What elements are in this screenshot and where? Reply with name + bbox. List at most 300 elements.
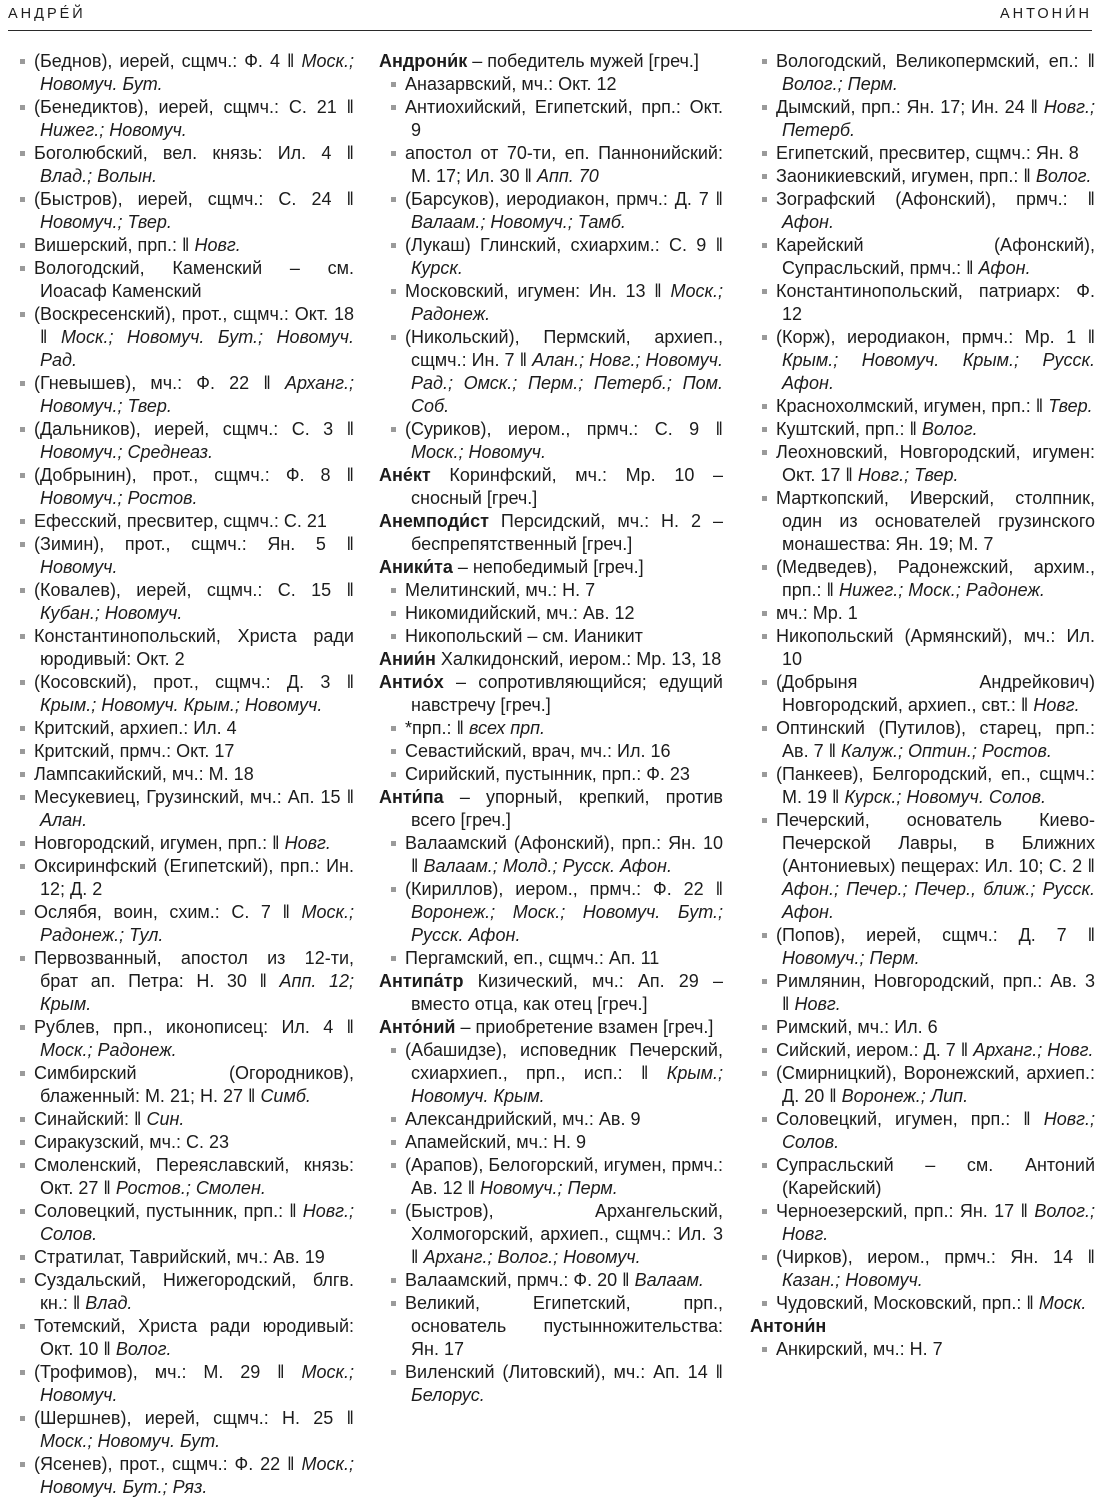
- entry-text: Супрасльский – см. Антоний (Карейский): [776, 1155, 1095, 1198]
- entry: [750, 326, 1095, 395]
- entry-reference: Моск.; Радонеж.: [411, 281, 723, 324]
- bullet-icon: [762, 151, 767, 156]
- entry: [750, 418, 1095, 441]
- entry-reference: Новг.: [284, 833, 331, 853]
- bullet-icon: [391, 1370, 396, 1375]
- entry: [8, 1315, 354, 1361]
- entry: [8, 1269, 354, 1315]
- entry-reference: Курск.: [411, 258, 463, 278]
- headword-entry: [379, 510, 723, 556]
- bullet-icon: [20, 772, 25, 777]
- entry: [8, 1108, 354, 1131]
- entry-text: (Зимин), прот., сщмч.: Ян. 5 ‖: [34, 534, 354, 554]
- entry: [750, 1016, 1095, 1039]
- entry: [8, 947, 354, 1016]
- bullet-icon: [20, 749, 25, 754]
- entry-text: Виленский (Литовский), мч.: Ап. 14 ‖: [405, 1362, 723, 1382]
- entry-text: Вишерский, прп.: ‖: [34, 235, 190, 255]
- entry-reference: Волог.: [115, 1339, 172, 1359]
- entry-reference: Нижег.; Новомуч.: [40, 120, 187, 140]
- entry: [8, 671, 354, 717]
- entry-text: (Смирницкий), Воронежский, архиеп.: Д. 20 ‖: [776, 1063, 1095, 1106]
- entry: [8, 1131, 354, 1154]
- bullet-icon: [762, 1071, 767, 1076]
- entry-text: (Чирков), иером., прмч.: Ян. 14 ‖: [776, 1247, 1095, 1267]
- column-3: [750, 50, 1095, 1361]
- entry: [379, 418, 723, 464]
- headword-entry: [379, 1016, 723, 1039]
- bullet-icon: [20, 266, 25, 271]
- bullet-icon: [391, 1209, 396, 1214]
- entry-reference: Новомуч.; Ростов.: [40, 488, 198, 508]
- bullet-icon: [20, 105, 25, 110]
- entry: [8, 464, 354, 510]
- bullet-icon: [762, 979, 767, 984]
- headword-entry: [379, 671, 723, 717]
- headword-entry: [379, 50, 723, 73]
- entry-text: (Дальников), иерей, сщмч.: С. 3 ‖: [34, 419, 354, 439]
- entry: [750, 717, 1095, 763]
- entry-reference: Влад.; Волын.: [40, 166, 158, 186]
- entry-text: Карейский (Афонский), Супрасльский, прмч.: ‖: [776, 235, 1095, 278]
- entry-text: Синайский: ‖: [34, 1109, 142, 1129]
- bullet-icon: [391, 105, 396, 110]
- entry: [8, 303, 354, 372]
- entry-text: Дымский, прп.: Ян. 17; Ин. 24 ‖: [776, 97, 1038, 117]
- bullet-icon: [762, 1301, 767, 1306]
- entry: [8, 1154, 354, 1200]
- entry-reference: Симб.: [260, 1086, 311, 1106]
- entry-text: Симбирский (Огородников), блаженный: М. 21; Н. 27 ‖: [34, 1063, 354, 1106]
- entry: [379, 1292, 723, 1361]
- entry-text: (Попов), иерей, сщмч.: Д. 7 ‖: [776, 925, 1095, 945]
- bullet-icon: [391, 1140, 396, 1145]
- entry-text: (Быстров), Архангельский, Холмогорский, архиеп., сщмч.: Ил. 3 ‖: [405, 1201, 723, 1267]
- entry: [750, 1062, 1095, 1108]
- entry: [379, 740, 723, 763]
- bullet-icon: [20, 1278, 25, 1283]
- bullet-icon: [20, 542, 25, 547]
- entry: [750, 96, 1095, 142]
- headword-gloss: – непобедимый [греч.]: [452, 557, 644, 577]
- bullet-icon: [391, 956, 396, 961]
- entry-text: Сийский, иером.: Д. 7 ‖: [776, 1040, 969, 1060]
- bullet-icon: [762, 289, 767, 294]
- entry-reference: Новг.: [194, 235, 241, 255]
- entry-reference: Алан.: [40, 810, 88, 830]
- entry: [750, 625, 1095, 671]
- entry-text: Смоленский, Переяславский, князь: Окт. 27 ‖: [34, 1155, 354, 1198]
- entry: [750, 924, 1095, 970]
- entry: [379, 1131, 723, 1154]
- bullet-icon: [20, 634, 25, 639]
- bullet-icon: [762, 1347, 767, 1352]
- entry: [8, 1453, 354, 1499]
- bullet-icon: [20, 473, 25, 478]
- entry-text: (Суриков), иером., прмч.: С. 9 ‖: [405, 419, 723, 439]
- entry-text: Новгородский, игумен, прп.: ‖: [34, 833, 280, 853]
- entry: [750, 234, 1095, 280]
- entry-reference: Алан.; Новг.; Новомуч. Рад.; Омск.; Перм.; Петерб.; Пом. Соб.: [411, 350, 723, 416]
- entry-reference: Новг.; Солов.: [782, 1109, 1095, 1152]
- entry-reference: Новг.; Петерб.: [782, 97, 1095, 140]
- entry-reference: Моск.: [1038, 1293, 1087, 1313]
- entry-reference: Крым.; Новомуч. Крым.; Новомуч.: [40, 695, 323, 715]
- bullet-icon: [20, 427, 25, 432]
- header-rule: [8, 30, 1092, 31]
- entry-text: Ефесский, пресвитер, сщмч.: С. 21: [34, 511, 327, 531]
- entry: [8, 717, 354, 740]
- entry-text: Тотемский, Христа ради юродивый: Окт. 10 ‖: [34, 1316, 354, 1359]
- entry: [750, 1246, 1095, 1292]
- headword: Анти́па: [379, 787, 444, 807]
- bullet-icon: [762, 634, 767, 639]
- headword-gloss: – упорный, крепкий, против всего [греч.]: [411, 787, 723, 830]
- entry-text: Мелитинский, мч.: Н. 7: [405, 580, 596, 600]
- entry: [8, 142, 354, 188]
- entry-text: Критский, архиеп.: Ил. 4: [34, 718, 237, 738]
- entry: [8, 1016, 354, 1062]
- entry-reference: Нижег.; Моск.; Радонеж.: [838, 580, 1045, 600]
- entry-text: Куштский, прп.: ‖: [776, 419, 917, 439]
- entry-text: Константинопольский, патриарх: Ф. 12: [776, 281, 1095, 324]
- entry: [750, 1108, 1095, 1154]
- entry: [750, 602, 1095, 625]
- entry: [379, 717, 723, 740]
- entry-reference: Син.: [146, 1109, 185, 1129]
- headword: Антипа́тр: [379, 971, 464, 991]
- entry: [8, 1062, 354, 1108]
- entry: [750, 1338, 1095, 1361]
- entry-text: Месукевиец, Грузинский, мч.: Ап. 15 ‖: [34, 787, 354, 807]
- headword: Антони́н: [750, 1316, 827, 1336]
- entry: [750, 1200, 1095, 1246]
- entry: [379, 763, 723, 786]
- bullet-icon: [20, 381, 25, 386]
- entry: [750, 1292, 1095, 1315]
- bullet-icon: [391, 335, 396, 340]
- bullet-icon: [391, 749, 396, 754]
- entry-reference: Арханг.; Новомуч.; Твер.: [40, 373, 354, 416]
- entry: [8, 763, 354, 786]
- entry-reference: Апп. 12; Крым.: [40, 971, 354, 1014]
- headword-gloss: Персидский, мч.: Н. 2 – беспрепятственный [греч.]: [411, 511, 723, 554]
- bullet-icon: [391, 1048, 396, 1053]
- entry-text: Краснохолмский, игумен, прп.: ‖: [776, 396, 1044, 416]
- column-1: [8, 50, 354, 1499]
- entry-text: (Трофимов), мч.: М. 29 ‖: [34, 1362, 285, 1382]
- entry: [8, 740, 354, 763]
- entry-reference: Волог.; Перм.: [782, 74, 898, 94]
- entry-reference: Афон.: [782, 212, 834, 232]
- entry-reference: Моск.; Новомуч.: [40, 1362, 354, 1405]
- entry-reference: Моск.; Новомуч. Бут.: [40, 1431, 221, 1451]
- headword-gloss: Кизический, мч.: Ап. 29 – вместо отца, как отец [греч.]: [411, 971, 723, 1014]
- headword-entry: [379, 970, 723, 1016]
- entry-text: Ослябя, воин, схим.: С. 7 ‖: [34, 902, 290, 922]
- entry: [379, 602, 723, 625]
- entry-reference: Моск.; Радонеж.; Тул.: [40, 902, 354, 945]
- entry-text: (Беднов), иерей, сщмч.: Ф. 4 ‖: [34, 51, 295, 71]
- entry-text: Вологодский, Каменский – см. Иоасаф Каменский: [34, 258, 354, 301]
- bullet-icon: [20, 1025, 25, 1030]
- bullet-icon: [20, 151, 25, 156]
- entry-text: (Косовский), прот., сщмч.: Д. 3 ‖: [34, 672, 354, 692]
- headword: Антио́х: [379, 672, 444, 692]
- bullet-icon: [20, 1462, 25, 1467]
- bullet-icon: [20, 1140, 25, 1145]
- bullet-icon: [762, 404, 767, 409]
- entry-text: (Абашидзе), исповедник Печерский, схиархиеп., прп., исп.: ‖: [405, 1040, 723, 1083]
- entry-reference: Валаам.: [634, 1270, 704, 1290]
- headword: Ане́кт: [379, 465, 431, 485]
- entry: [379, 1108, 723, 1131]
- entry-text: Александрийский, мч.: Ав. 9: [405, 1109, 641, 1129]
- entry-reference: Новг.: [1033, 695, 1080, 715]
- entry-text: Никомидийский, мч.: Ав. 12: [405, 603, 635, 623]
- headword: Аники́та: [379, 557, 453, 577]
- entry: [750, 188, 1095, 234]
- entry: [8, 579, 354, 625]
- entry-reference: Казан.; Новомуч.: [782, 1270, 923, 1290]
- entry-reference: Новг.: [794, 994, 841, 1014]
- entry: [8, 1361, 354, 1407]
- entry-reference: Крым.; Новомуч. Крым.: [411, 1063, 723, 1106]
- bullet-icon: [20, 795, 25, 800]
- bullet-icon: [391, 1117, 396, 1122]
- entry-text: (Быстров), иерей, сщмч.: С. 24 ‖: [34, 189, 354, 209]
- bullet-icon: [20, 910, 25, 915]
- entry-reference: Валаам.; Молд.; Русск. Афон.: [423, 856, 672, 876]
- bullet-icon: [20, 243, 25, 248]
- bullet-icon: [20, 59, 25, 64]
- bullet-icon: [391, 427, 396, 432]
- entry-reference: Курск.; Новомуч. Солов.: [844, 787, 1047, 807]
- entry-text: Печерский, основатель Киево-Печерской Лавры, в Ближних (Антониевых) пещерах: Ил. 10; С. 2 ‖: [776, 810, 1095, 876]
- entry: [379, 1039, 723, 1108]
- entry-text: (Шершнев), иерей, сщмч.: Н. 25 ‖: [34, 1408, 354, 1428]
- bullet-icon: [391, 1163, 396, 1168]
- bullet-icon: [762, 1117, 767, 1122]
- entry-reference: Новомуч.; Перм.: [480, 1178, 618, 1198]
- bullet-icon: [20, 864, 25, 869]
- entry-reference: Моск.; Новомуч. Бут.: [40, 51, 354, 94]
- entry: [8, 96, 354, 142]
- entry-text: Египетский, пресвитер, сщмч.: Ян. 8: [776, 143, 1079, 163]
- entry-text: (Ясенев), прот., сщмч.: Ф. 22 ‖: [34, 1454, 295, 1474]
- entry: [379, 832, 723, 878]
- bullet-icon: [762, 59, 767, 64]
- entry: [379, 1361, 723, 1407]
- bullet-icon: [762, 772, 767, 777]
- entry-reference: Ростов.; Смолен.: [115, 1178, 266, 1198]
- entry-reference: Кубан.; Новомуч.: [40, 603, 183, 623]
- entry-text: Критский, прмч.: Окт. 17: [34, 741, 235, 761]
- entry-reference: Новомуч.; Твер.: [40, 212, 172, 232]
- headword: Ании́н: [379, 649, 436, 669]
- entry-text: Валаамский, прмч.: Ф. 20 ‖: [405, 1270, 630, 1290]
- entry-text: Севастийский, врач, мч.: Ил. 16: [405, 741, 671, 761]
- bullet-icon: [762, 565, 767, 570]
- entry: [750, 441, 1095, 487]
- bullet-icon: [391, 1278, 396, 1283]
- entry: [750, 1039, 1095, 1062]
- entry: [750, 280, 1095, 326]
- bullet-icon: [20, 1255, 25, 1260]
- entry: [8, 372, 354, 418]
- bullet-icon: [391, 289, 396, 294]
- entry: [8, 510, 354, 533]
- bullet-icon: [391, 887, 396, 892]
- bullet-icon: [762, 105, 767, 110]
- entry: [379, 878, 723, 947]
- bullet-icon: [20, 197, 25, 202]
- entry-text: Лампсакийский, мч.: М. 18: [34, 764, 254, 784]
- entry-text: Великий, Египетский, прп., основатель пустынножительства: Ян. 17: [405, 1293, 723, 1359]
- bullet-icon: [762, 450, 767, 455]
- headword-entry: [379, 786, 723, 832]
- entry-reference: Афон.; Печер.; Печер., ближ.; Русск. Афон.: [782, 879, 1095, 922]
- bullet-icon: [391, 588, 396, 593]
- entry: [8, 855, 354, 901]
- bullet-icon: [20, 1324, 25, 1329]
- entry-reference: Влад.: [85, 1293, 133, 1313]
- entry-text: (Лукаш) Глинский, схиархим.: С. 9 ‖: [405, 235, 723, 255]
- bullet-icon: [762, 427, 767, 432]
- entry-text: Оптинский (Путилов), старец, прп.: Ав. 7 ‖: [776, 718, 1095, 761]
- entry-text: Первозванный, апостол из 12-ти, брат ап. Петра: Н. 30 ‖: [34, 948, 354, 991]
- entry-reference: Новомуч.; Среднеаз.: [40, 442, 213, 462]
- bullet-icon: [391, 726, 396, 731]
- entry-reference: Валаам.; Новомуч.; Тамб.: [411, 212, 626, 232]
- bullet-icon: [20, 312, 25, 317]
- bullet-icon: [762, 174, 767, 179]
- entry-reference: Воронеж.; Моск.; Новомуч. Бут.; Русск. Афон.: [411, 902, 723, 945]
- bullet-icon: [20, 680, 25, 685]
- headword-gloss: Халкидонский, иером.: Мр. 13, 18: [435, 649, 722, 669]
- bullet-icon: [762, 197, 767, 202]
- bullet-icon: [391, 82, 396, 87]
- bullet-icon: [391, 611, 396, 616]
- bullet-icon: [20, 726, 25, 731]
- entry-text: (Корж), иеродиакон, прмч.: Мр. 1 ‖: [776, 327, 1095, 347]
- entry-reference: Афон.: [978, 258, 1031, 278]
- entry-text: Анкирский, мч.: Н. 7: [776, 1339, 943, 1359]
- bullet-icon: [20, 588, 25, 593]
- entry: [379, 1269, 723, 1292]
- entry-text: Заоникиевский, игумен, прп.: ‖: [776, 166, 1031, 186]
- entry: [8, 901, 354, 947]
- entry: [750, 970, 1095, 1016]
- entry: [8, 533, 354, 579]
- bullet-icon: [20, 1163, 25, 1168]
- entry-reference: Волог.: [1035, 166, 1092, 186]
- entry-text: Стратилат, Таврийский, мч.: Ав. 19: [34, 1247, 325, 1267]
- bullet-icon: [20, 1209, 25, 1214]
- entry-text: Сиракузский, мч.: С. 23: [34, 1132, 229, 1152]
- bullet-icon: [762, 611, 767, 616]
- entry: [8, 1407, 354, 1453]
- entry: [379, 1200, 723, 1269]
- entry-text: (Панкеев), Белгородский, еп., сщмч.: М. 19 ‖: [776, 764, 1095, 807]
- entry: [379, 73, 723, 96]
- entry: [379, 1154, 723, 1200]
- entry-text: Московский, игумен: Ин. 13 ‖: [405, 281, 662, 301]
- entry-reference: Крым.; Новомуч. Крым.; Русск. Афон.: [782, 350, 1095, 393]
- entry: [379, 96, 723, 142]
- entry: [750, 50, 1095, 96]
- entry-reference: Волог.: [921, 419, 978, 439]
- entry: [8, 832, 354, 855]
- entry-reference: Волог.; Новг.: [782, 1201, 1095, 1244]
- entry-text: Марткопский, Иверский, столпник, один из основателей грузинского монашества: Ян. 19; М. 7: [776, 488, 1095, 554]
- entry-text: Валаамский (Афонский), прп.: Ян. 10 ‖: [405, 833, 723, 876]
- entry: [750, 395, 1095, 418]
- entry-text: Сирийский, пустынник, прп.: Ф. 23: [405, 764, 690, 784]
- bullet-icon: [762, 818, 767, 823]
- entry-text: Апамейский, мч.: Н. 9: [405, 1132, 586, 1152]
- entry-reference: Арханг.; Новг.: [973, 1040, 1094, 1060]
- entry-text: Соловецкий, игумен, прп.: ‖: [776, 1109, 1031, 1129]
- entry-reference: Апп. 70: [536, 166, 599, 186]
- entry: [379, 326, 723, 418]
- entry: [750, 165, 1095, 188]
- bullet-icon: [762, 680, 767, 685]
- entry-text: Никопольский (Армянский), мч.: Ил. 10: [776, 626, 1095, 669]
- entry-reference: Моск.; Новомуч. Бут.; Новомуч. Рад.: [40, 327, 354, 370]
- entry-reference: Белорус.: [411, 1385, 485, 1405]
- entry-text: (Гневышев), мч.: Ф. 22 ‖: [34, 373, 271, 393]
- bullet-icon: [20, 1117, 25, 1122]
- bullet-icon: [391, 634, 396, 639]
- bullet-icon: [20, 1071, 25, 1076]
- entry-text: (Бенедиктов), иерей, сщмч.: С. 21 ‖: [34, 97, 354, 117]
- entry-reference: Новг.; Солов.: [40, 1201, 354, 1244]
- entry: [750, 809, 1095, 924]
- entry-text: (Добрынин), прот., сщмч.: Ф. 8 ‖: [34, 465, 354, 485]
- entry-text: Чудовский, Московский, прп.: ‖: [776, 1293, 1034, 1313]
- entry: [8, 50, 354, 96]
- entry: [379, 142, 723, 188]
- entry-text: Римлянин, Новгородский, прп.: Ав. 3 ‖: [776, 971, 1095, 1014]
- bullet-icon: [391, 197, 396, 202]
- entry: [379, 579, 723, 602]
- bullet-icon: [762, 243, 767, 248]
- entry-reference: Моск.; Новомуч. Бут.; Ряз.: [40, 1454, 354, 1497]
- entry-text: (Воскресенский), прот., сщмч.: Окт. 18 ‖: [34, 304, 354, 347]
- entry-reference: Новг.; Твер.: [857, 465, 959, 485]
- entry-text: Черноезерский, прп.: Ян. 17 ‖: [776, 1201, 1028, 1221]
- entry-reference: Арханг.; Волог.; Новомуч.: [423, 1247, 641, 1267]
- entry-text: Никопольский – см. Ианикит: [405, 626, 643, 646]
- column-2: [379, 50, 723, 1407]
- bullet-icon: [391, 772, 396, 777]
- running-header: [8, 2, 1092, 30]
- entry: [379, 947, 723, 970]
- entry: [750, 671, 1095, 717]
- headword-entry: [379, 464, 723, 510]
- entry-text: апостол от 70-ти, еп. Паннонийский: М. 17; Ил. 30 ‖: [405, 143, 723, 186]
- headword: Анемподи́ст: [379, 511, 489, 531]
- entry: [8, 786, 354, 832]
- entry-text: (Ковалев), иерей, сщмч.: С. 15 ‖: [34, 580, 354, 600]
- entry: [8, 418, 354, 464]
- entry-text: мч.: Мр. 1: [776, 603, 858, 623]
- entry: [379, 280, 723, 326]
- bullet-icon: [762, 496, 767, 501]
- entry: [379, 188, 723, 234]
- entry: [750, 1154, 1095, 1200]
